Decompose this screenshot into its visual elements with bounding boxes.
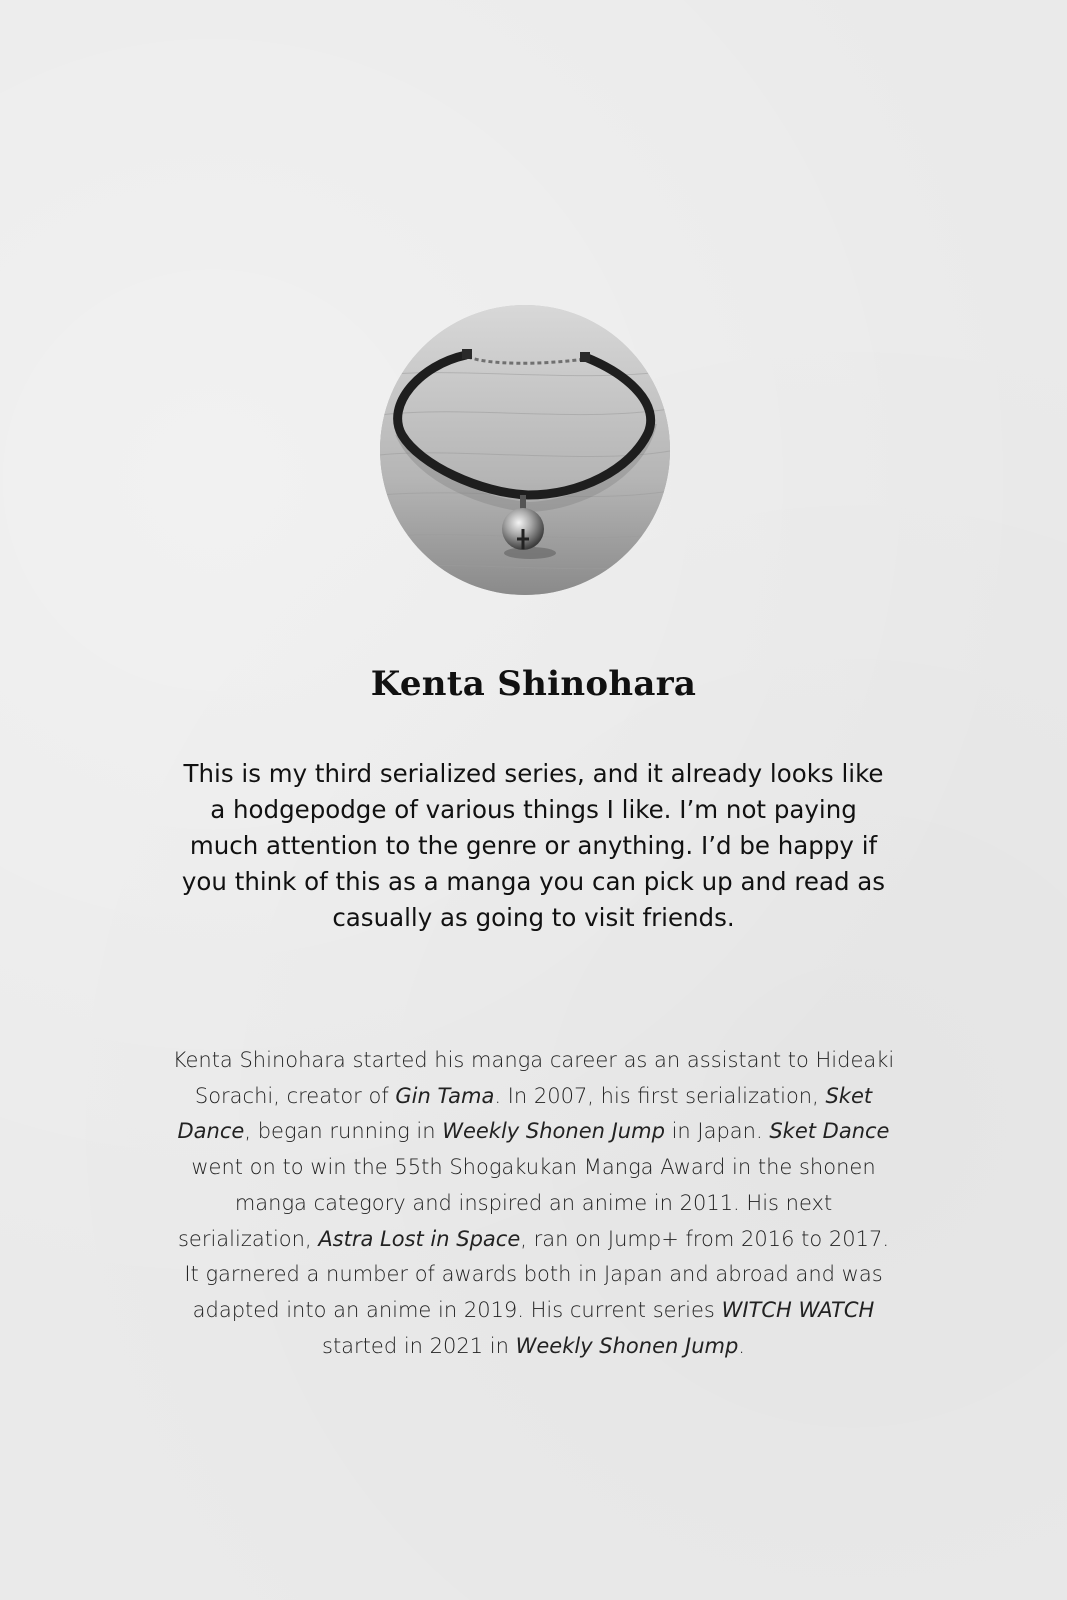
bio-title-witch-watch: WITCH WATCH — [721, 1297, 875, 1322]
author-photo — [380, 305, 670, 595]
bio-title-sket-dance: Sket Dance — [769, 1119, 890, 1144]
clasp-right — [580, 352, 590, 362]
clasp-left — [462, 349, 472, 359]
bio-text: , ran on Jump+ from 2016 to 2017. It garnered a number of awards both in Japan and abroad and was adapted into an anime in 2019. His current series — [184, 1226, 890, 1322]
bio-text: . — [738, 1333, 745, 1358]
author-comment: This is my third serialized series, and it already looks like a hodgepodge of various things I like. I’m not paying much attention to the genre or anything. I’d be happy if you think of this as a manga you can pick up and read as casually as going to visit friends. — [181, 759, 886, 932]
bio-text: . In 2007, his first serialization, — [494, 1083, 826, 1108]
bio-text: , began running in — [244, 1119, 443, 1144]
bio-text: went on to win the 55th Shogakukan Manga Award in the shonen manga category and inspired an anime in 2011. His next serialization, — [177, 1155, 876, 1251]
bio-text: in Japan. — [664, 1119, 770, 1144]
bio-title-astra-lost-in-space: Astra Lost in Space — [318, 1226, 521, 1251]
bio-title-weekly-shonen-jump: Weekly Shonen Jump — [442, 1119, 665, 1144]
bio-text: started in 2021 in — [322, 1333, 516, 1358]
bio-text: Kenta Shinohara started his manga career as an assistant to Hideaki Sorachi, creator of — [172, 1048, 895, 1108]
bell-shadow — [504, 547, 556, 559]
author-name: Kenta Shinohara — [370, 664, 697, 704]
bio-title-sket-dance: Sket Dance — [177, 1083, 873, 1144]
bio-title-weekly-shonen-jump: Weekly Shonen Jump — [515, 1333, 739, 1358]
choker-bell-image — [380, 305, 670, 595]
author-bio — [172, 1043, 895, 1364]
bell-loop — [520, 495, 526, 509]
bio-title-gin-tama: Gin Tama — [395, 1083, 495, 1108]
